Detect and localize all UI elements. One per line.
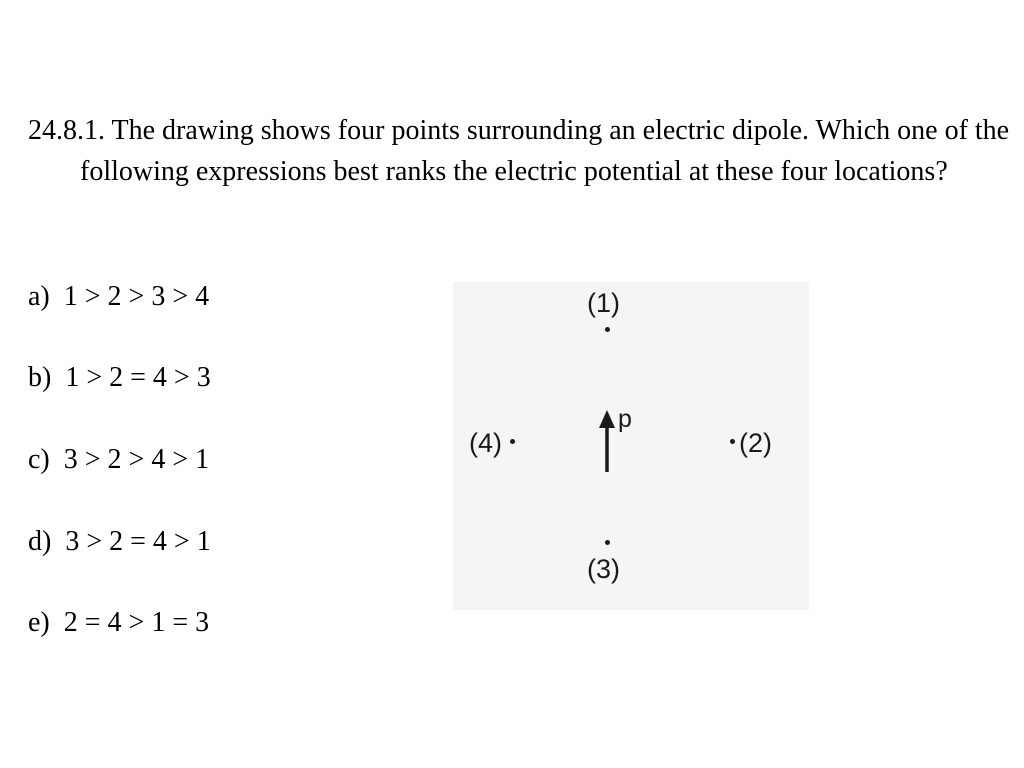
- choice-b-label: b): [28, 362, 52, 393]
- choice-d-label: d): [28, 526, 52, 557]
- choice-a-text: 1 > 2 > 3 > 4: [63, 281, 210, 312]
- choice-b-text: 1 > 2 = 4 > 3: [65, 362, 211, 393]
- choice-e[interactable]: [28, 606, 209, 640]
- choice-e-label: e): [28, 607, 50, 638]
- dipole-arrow-icon: [596, 410, 618, 474]
- choice-d-text: 3 > 2 = 4 > 1: [65, 526, 211, 557]
- choice-c-text: 3 > 2 > 4 > 1: [63, 444, 210, 475]
- choice-c[interactable]: [28, 443, 209, 477]
- dipole-figure: [453, 282, 809, 610]
- choice-b[interactable]: [28, 361, 211, 395]
- point-2-dot: [730, 439, 735, 444]
- choice-a-label: a): [28, 281, 50, 312]
- choice-c-label: c): [28, 444, 50, 475]
- point-1-label: (1): [587, 288, 620, 318]
- point-3-label: (3): [587, 554, 620, 584]
- choice-d[interactable]: [28, 525, 211, 559]
- point-4-label: (4): [469, 428, 502, 458]
- point-1-dot: [605, 327, 610, 332]
- choice-e-text: 2 = 4 > 1 = 3: [63, 607, 210, 638]
- question-text: 24.8.1. The drawing shows four points surrounding an electric dipole. Which one of the following expressions best ranks the electric potential at these four locations?: [28, 115, 1010, 187]
- point-3-dot: [605, 540, 610, 545]
- point-2-label: (2): [739, 428, 772, 458]
- dipole-label: p: [618, 405, 632, 433]
- choice-a[interactable]: [28, 280, 209, 314]
- point-4-dot: [510, 439, 515, 444]
